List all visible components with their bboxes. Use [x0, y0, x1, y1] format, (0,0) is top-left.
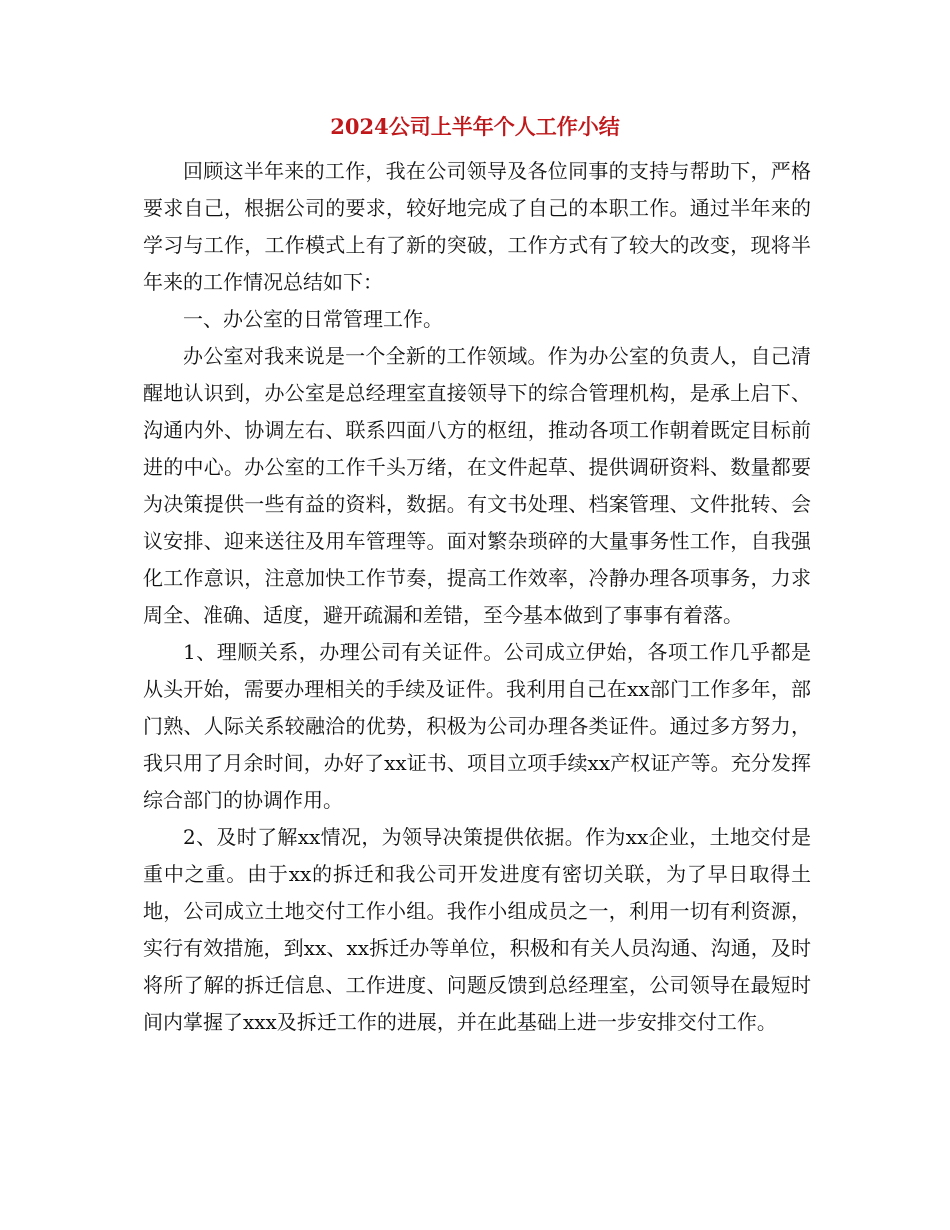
document-title: 2024公司上半年个人工作小结 [330, 114, 620, 139]
paragraph-item-2: 2、及时了解xx情况，为领导决策提供依据。作为xx企业，土地交付是重中之重。由于xx的拆迁和我公司开发进度有密切关联，为了早日取得土地，公司成立土地交付工作小组。我作小组成员之一，利用一切有利资源，实行有效措施，到xx、xx拆迁办等单位，积极和有关人员沟通、沟通，及时将所了解的拆迁信息、工作进度、问题反馈到总经理室，公司领导在最短时间内掌握了xxx及拆迁工作的进展，并在此基础上进一步安排交付工作。 [143, 825, 811, 1034]
document-body [143, 153, 811, 1041]
paragraph-item-1: 1、理顺关系，办理公司有关证件。公司成立伊始，各项工作几乎都是从头开始，需要办理相关的手续及证件。我利用自己在xx部门工作多年，部门熟、人际关系较融洽的优势，积极为公司办理各类证件。通过多方努力，我只用了月余时间，办好了xx证书、项目立项手续xx产权证产等。充分发挥综合部门的协调作用。 [143, 640, 811, 812]
section-heading-office: 一、办公室的日常管理工作。 [183, 307, 443, 331]
paragraph-intro: 回顾这半年来的工作，我在公司领导及各位同事的支持与帮助下，严格要求自己，根据公司的要求，较好地完成了自己的本职工作。通过半年来的学习与工作，工作模式上有了新的突破，工作方式有了较大的改变，现将半年来的工作情况总结如下： [143, 159, 811, 294]
paragraph-office-management: 办公室对我来说是一个全新的工作领域。作为办公室的负责人，自己清醒地认识到，办公室是总经理室直接领导下的综合管理机构，是承上启下、沟通内外、协调左右、联系四面八方的枢纽，推动各项工作朝着既定目标前进的中心。办公室的工作千头万绪，在文件起草、提供调研资料、数量都要为决策提供一些有益的资料，数据。有文书处理、档案管理、文件批转、会议安排、迎来送往及用车管理等。面对繁杂琐碎的大量事务性工作，自我强化工作意识，注意加快工作节奏，提高工作效率，冷静办理各项事务，力求周全、准确、适度，避开疏漏和差错，至今基本做到了事事有着落。 [143, 344, 811, 627]
